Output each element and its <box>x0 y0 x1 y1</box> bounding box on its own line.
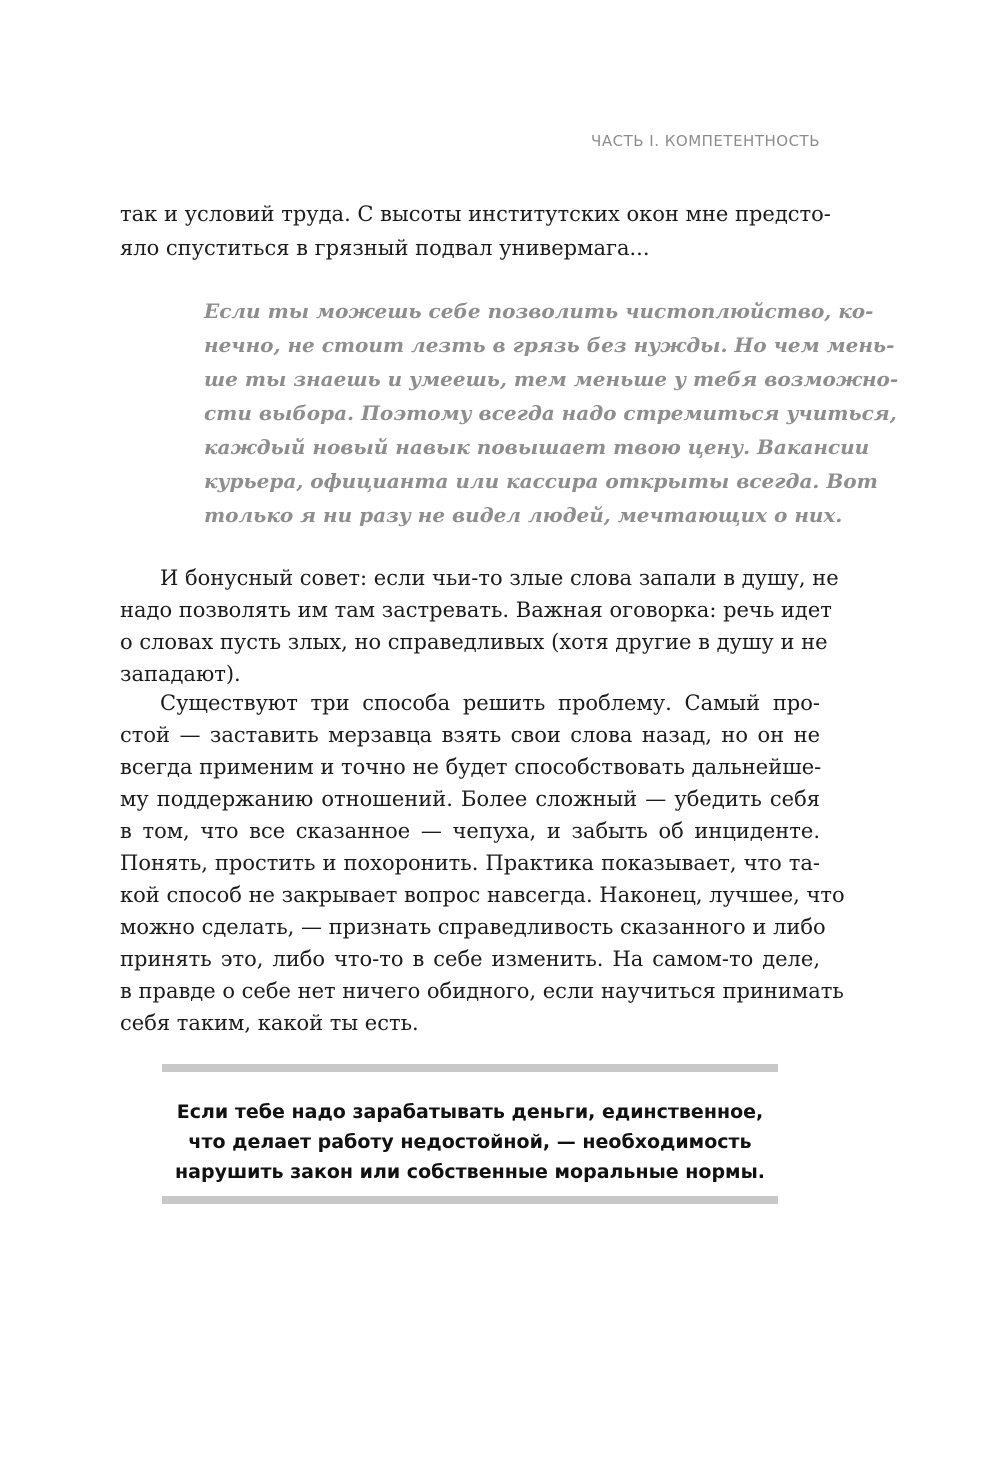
text-line: Существуют три способа решить проблему. Самый про- <box>160 691 820 715</box>
running-header: ЧАСТЬ I. КОМПЕТЕНТНОСТЬ <box>591 132 820 150</box>
text-line: Понять, простить и похоронить. Практика показывает, что та- <box>120 851 820 875</box>
text-line: себя таким, какой ты есть. <box>120 1011 419 1035</box>
text-line: стой — заставить мерзавца взять свои слова назад, но он не <box>120 723 820 747</box>
text-line: западают). <box>120 662 241 686</box>
callout-top-rule <box>162 1064 778 1072</box>
text-line: И бонусный совет: если чьи-то злые слова запали в душу, не <box>160 566 839 590</box>
quote-line: ше ты знаешь и умеешь, тем меньше у тебя возможно- <box>204 367 899 391</box>
callout-line: нарушить закон или собственные моральные нормы. <box>175 1161 765 1183</box>
text-line: му поддержанию отношений. Более сложный — убедить себя <box>120 787 820 811</box>
text-line: всегда применим и точно не будет способствовать дальнейше- <box>120 755 822 779</box>
callout-line: что делает работу недостойной, — необходимость <box>188 1131 752 1153</box>
callout-line: Если тебе надо зарабатывать деньги, единственное, <box>176 1101 764 1123</box>
text-line: кой способ не закрывает вопрос навсегда. Наконец, лучшее, что <box>120 883 845 907</box>
quote-line: сти выбора. Поэтому всегда надо стремиться учиться, <box>204 401 897 425</box>
quote-line: нечно, не стоит лезть в грязь без нужды. Но чем мень- <box>204 333 895 357</box>
text-line: надо позволять им там застревать. Важная оговорка: речь идет <box>120 598 832 622</box>
text-line: о словах пусть злых, но справедливых (хотя другие в душу и не <box>120 630 828 654</box>
callout-bottom-rule <box>162 1196 778 1204</box>
text-line: так и условий труда. С высоты институтских окон мне предсто- <box>120 202 831 226</box>
quote-line: только я ни разу не видел людей, мечтающих о них. <box>204 503 843 527</box>
quote-line: курьера, официанта или кассира открыты всегда. Вот <box>204 469 878 493</box>
text-line: в правде о себе нет ничего обидного, если научиться принимать <box>120 979 844 1003</box>
quote-line: каждый новый навык повышает твою цену. Вакансии <box>204 435 870 459</box>
text-line: можно сделать, — признать справедливость сказанного и либо <box>120 915 826 939</box>
text-line: в том, что все сказанное — чепуха, и забыть об инциденте. <box>120 819 820 843</box>
quote-line: Если ты можешь себе позволить чистоплюйство, ко- <box>204 299 874 323</box>
text-line: яло спуститься в грязный подвал универмага... <box>120 236 650 260</box>
text-line: принять это, либо что-то в себе изменить. На самом-то деле, <box>120 947 820 971</box>
